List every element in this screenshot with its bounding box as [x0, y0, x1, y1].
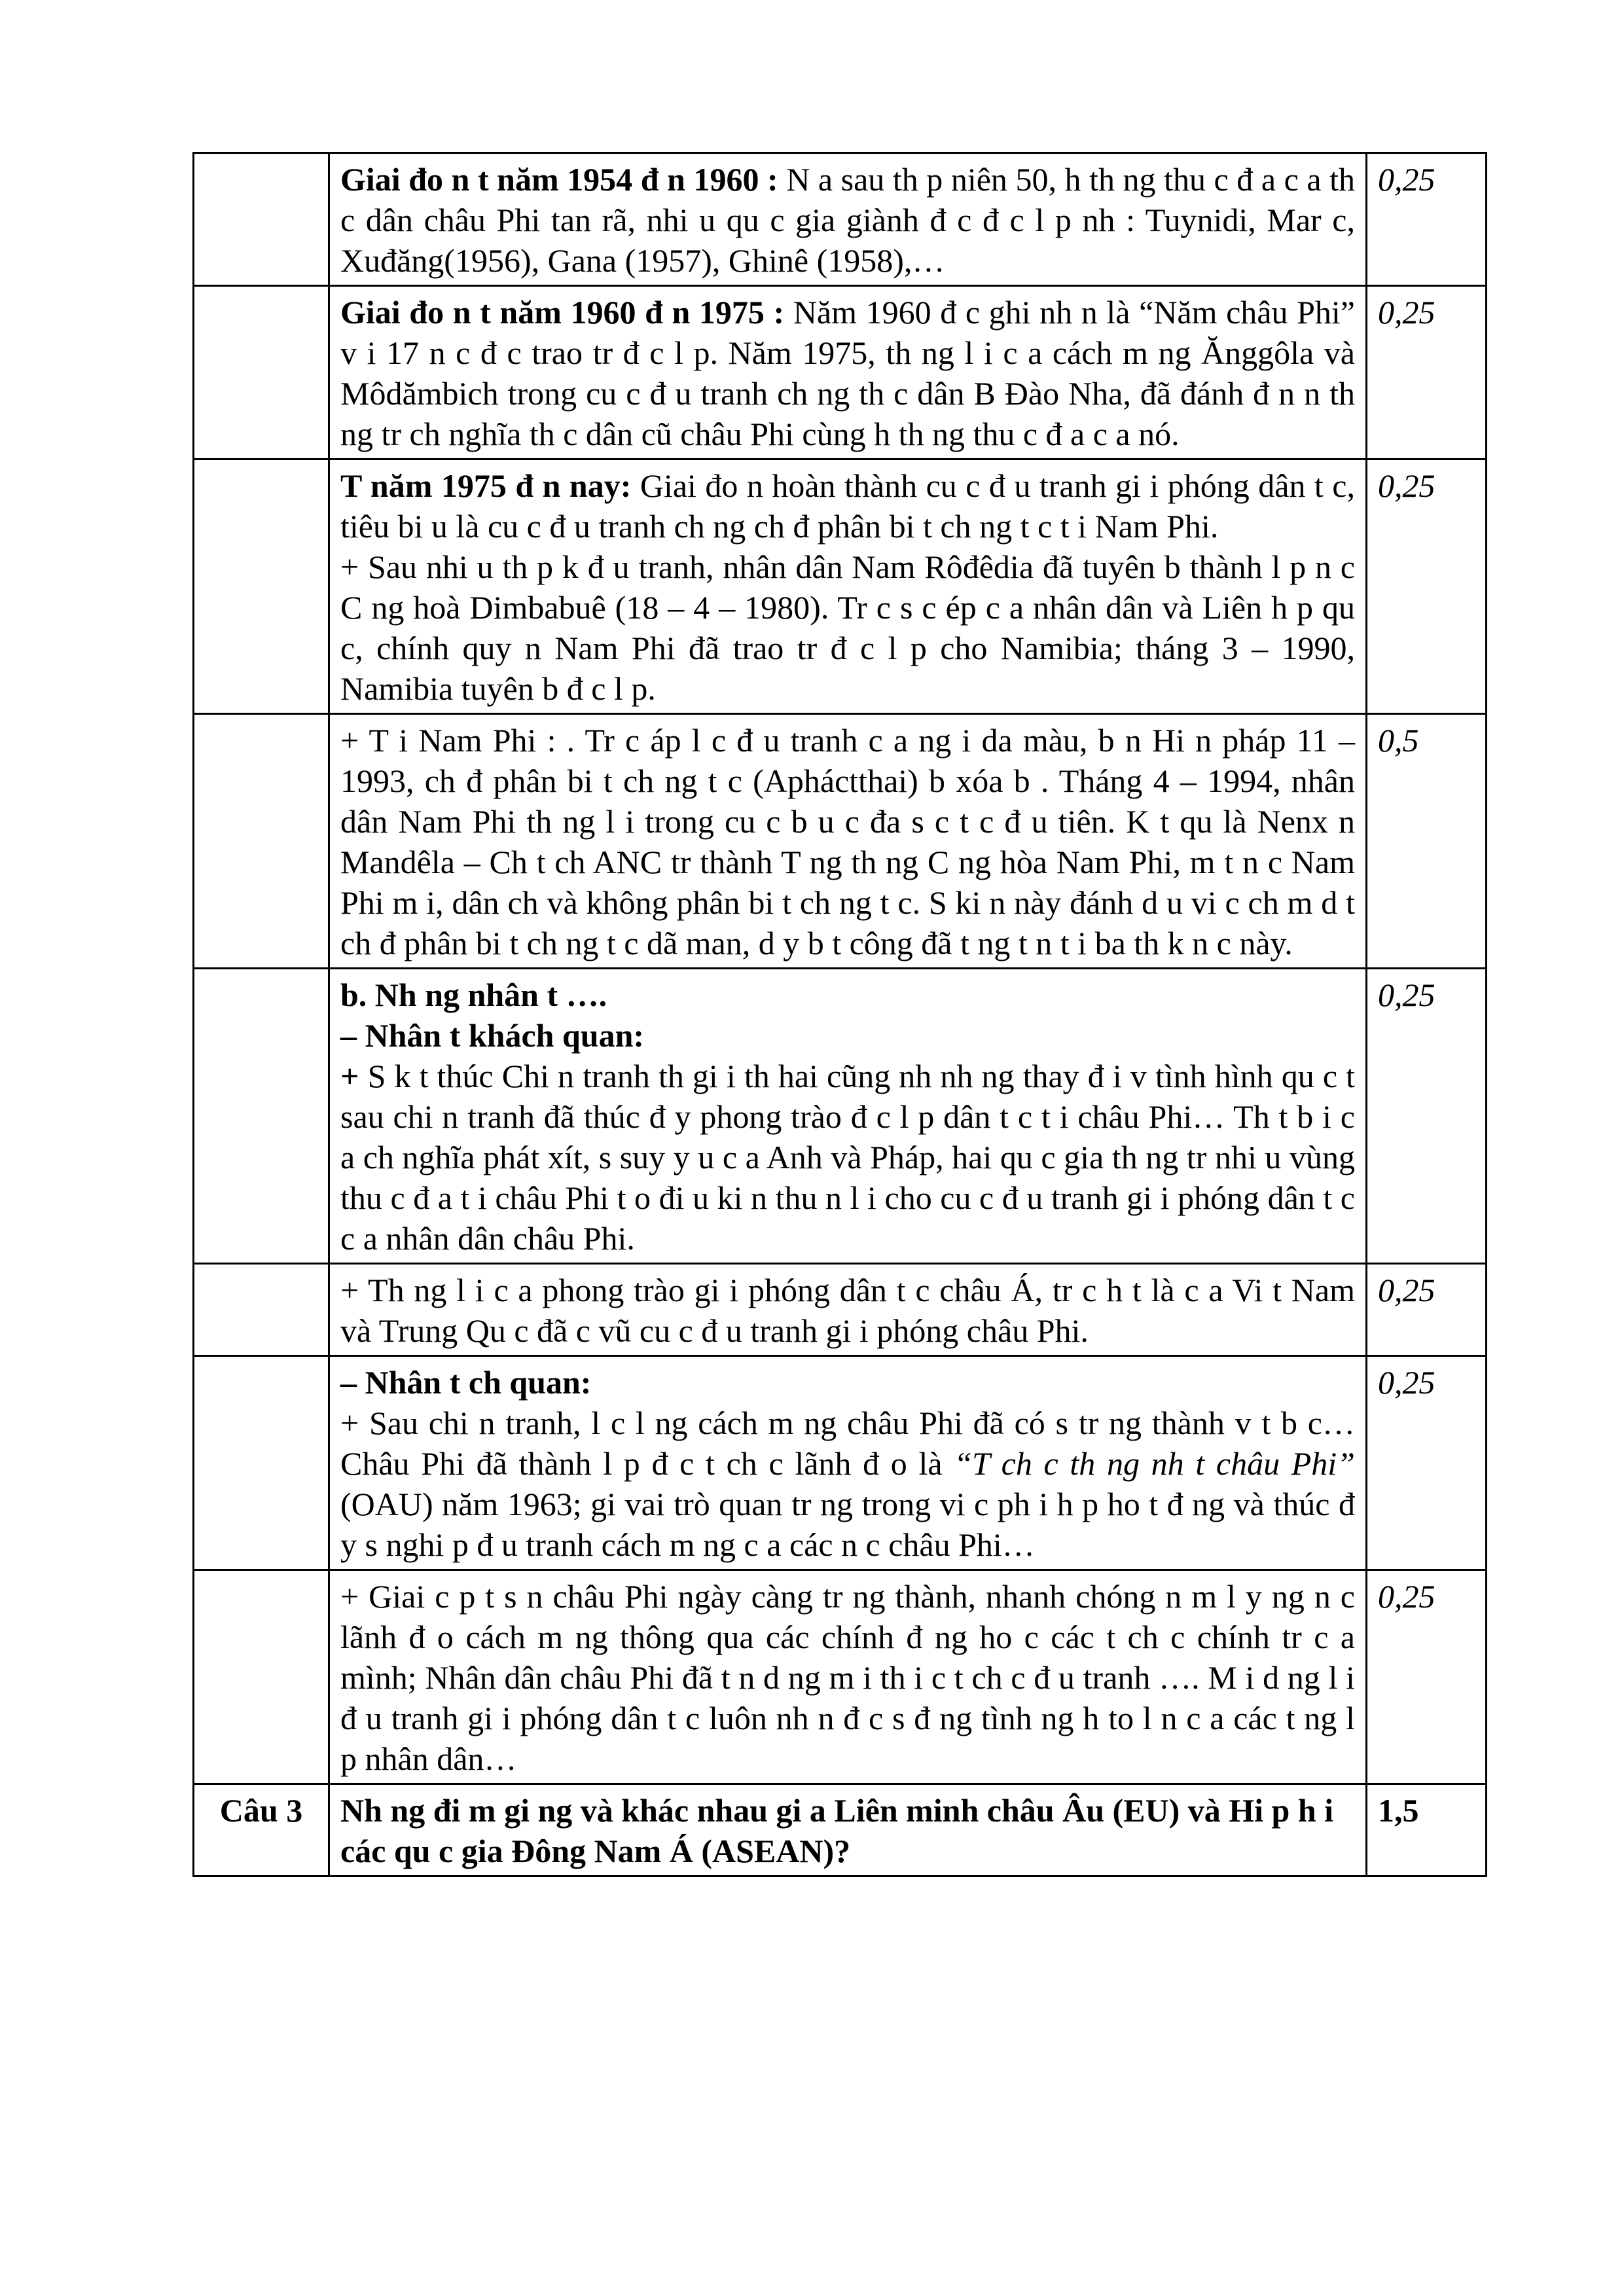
answer-cell — [329, 459, 1367, 714]
answer-text: (OAU) năm 1963; gi vai trò quan tr ng trong vi c ph i h p ho t đ ng và thúc đ y s nghi p đ u tranh cách m ng c a các n c châu Phi… — [340, 1486, 1355, 1563]
table-row — [194, 153, 1487, 286]
answer-text: S k t thúc Chi n tranh th gi i th hai cũng nh nh ng thay đ i v tình hình qu c t sau chi n tranh đã thúc đ y phong trào đ c l p dân t c t i châu Phi… Th t b i c a ch nghĩa phát xít, s suy y u c a Anh và Pháp, hai qu c gia th ng tr nhi u vùng thu c đ a t i châu Phi t o đi u ki n thu n l i cho cu c đ u tranh gi i phóng dân t c c a nhân dân châu Phi. — [340, 1058, 1355, 1257]
answer-text: + Giai c p t s n châu Phi ngày càng tr ng thành, nhanh chóng n m l y ng n c lãnh đ o cách m ng thông qua các chính đ ng ho c các t ch c chính tr c a mình; Nhân dân châu Phi đã t n d ng m i th i c t ch c đ u tranh …. M i d ng l i đ u tranh gi i phóng dân t c luôn nh n đ c s đ ng tình ng h to l n c a các t ng l p nhân dân… — [340, 1578, 1355, 1777]
answer-text: + Sau chi n tranh, l c l ng cách m ng châu Phi đã có s tr ng thành v t b c… Châu Phi đã thành l p đ c t ch c lãnh đ o là — [340, 1405, 1355, 1482]
table-row — [194, 1356, 1487, 1570]
organization-name: “T ch c th ng nh t châu Phi” — [954, 1445, 1355, 1482]
score-cell: 0,5 — [1367, 714, 1487, 969]
answer-text: + T i Nam Phi : . Tr c áp l c đ u tranh c a ng i da màu, b n Hi n pháp 11 – 1993, ch đ phân bi t ch ng t c (Apháctthai) b xóa b . Tháng 4 – 1994, nhân dân Nam Phi th ng l i trong cu c b u c đa s c t c đ u tiên. K t qu là Nenx n Mandêla – Ch t ch ANC tr thành T ng th ng C ng hòa Nam Phi, m t n c Nam Phi m i, dân ch và không phân bi t ch ng t c. S ki n này đánh d u vi c ch m d t ch đ phân bi t ch ng t c dã man, d y b t công đã t ng t n t i ba th k n c này. — [340, 722, 1355, 961]
table-row — [194, 969, 1487, 1264]
question-cell — [194, 1356, 329, 1570]
period-heading: T năm 1975 đ n nay: — [340, 467, 632, 504]
answer-cell — [329, 286, 1367, 459]
table-row — [194, 459, 1487, 714]
answer-cell — [329, 153, 1367, 286]
score-cell: 0,25 — [1367, 1570, 1487, 1784]
answer-cell — [329, 1570, 1367, 1784]
answer-cell — [329, 969, 1367, 1264]
answer-cell — [329, 1264, 1367, 1356]
question-cell — [194, 153, 329, 286]
question-cell — [194, 1570, 329, 1784]
score-cell: 0,25 — [1367, 286, 1487, 459]
table-row — [194, 1570, 1487, 1784]
question-cell — [194, 459, 329, 714]
answer-text: Năm 1960 đ c ghi nh n là “Năm châu Phi” v i 17 n c đ c trao tr đ c l p. Năm 1975, th ng l i c a cách m ng Ănggôla và Môdămbich trong cu c đ u tranh ch ng th c dân B Đào Nha, đã đánh đ n n th ng tr ch nghĩa th c dân cũ châu Phi cùng h th ng thu c đ a c a nó. — [340, 294, 1355, 452]
subsection-heading: – Nhân t khách quan: — [340, 1017, 645, 1054]
question-cell — [194, 714, 329, 969]
table-row — [194, 714, 1487, 969]
table-row — [194, 286, 1487, 459]
answer-text: N a sau th p niên 50, h th ng thu c đ a c a th c dân châu Phi tan rã, nhi u qu c gia giành đ c đ c l p nh : Tuynidi, Mar c, Xuđăng(1956), Gana (1957), Ghinê (1958),… — [340, 161, 1355, 279]
question-row — [194, 1784, 1487, 1876]
question-text: Nh ng đi m gi ng và khác nhau gi a Liên minh châu Âu (EU) và Hi p h i các qu c gia Đông Nam Á (ASEAN)? — [329, 1784, 1367, 1876]
answer-text: + Sau nhi u th p k đ u tranh, nhân dân Nam Rôđêdia đã tuyên b thành l p n c C ng hoà Dimbabuê (18 – 4 – 1980). Tr c s c ép c a nhân dân và Liên h p qu c, chính quy n Nam Phi đã trao tr đ c l p cho Namibia; tháng 3 – 1990, Namibia tuyên b đ c l p. — [340, 548, 1355, 707]
score-cell: 0,25 — [1367, 1356, 1487, 1570]
answer-text: Giai đo n hoàn thành cu c đ u tranh gi i phóng dân t c, tiêu bi u là cu c đ u tranh ch ng ch đ phân bi t ch ng t c t i Nam Phi. — [340, 467, 1355, 545]
question-cell — [194, 1264, 329, 1356]
period-heading: Giai đo n t năm 1954 đ n 1960 : — [340, 161, 778, 198]
score-cell: 0,25 — [1367, 459, 1487, 714]
score-cell: 0,25 — [1367, 153, 1487, 286]
question-label: Câu 3 — [194, 1784, 329, 1876]
section-heading: b. Nh ng nhân t …. — [340, 977, 607, 1013]
score-cell: 0,25 — [1367, 969, 1487, 1264]
answer-cell — [329, 714, 1367, 969]
bullet-marker: + — [340, 1058, 359, 1094]
grading-table — [192, 152, 1487, 1877]
question-score: 1,5 — [1367, 1784, 1487, 1876]
table-row — [194, 1264, 1487, 1356]
answer-cell — [329, 1356, 1367, 1570]
question-cell — [194, 969, 329, 1264]
score-cell: 0,25 — [1367, 1264, 1487, 1356]
subsection-heading: – Nhân t ch quan: — [340, 1364, 592, 1401]
answer-text: + Th ng l i c a phong trào gi i phóng dân t c châu Á, tr c h t là c a Vi t Nam và Trung Qu c đã c vũ cu c đ u tranh gi i phóng châu Phi. — [340, 1272, 1355, 1349]
question-cell — [194, 286, 329, 459]
period-heading: Giai đo n t năm 1960 đ n 1975 : — [340, 294, 785, 331]
